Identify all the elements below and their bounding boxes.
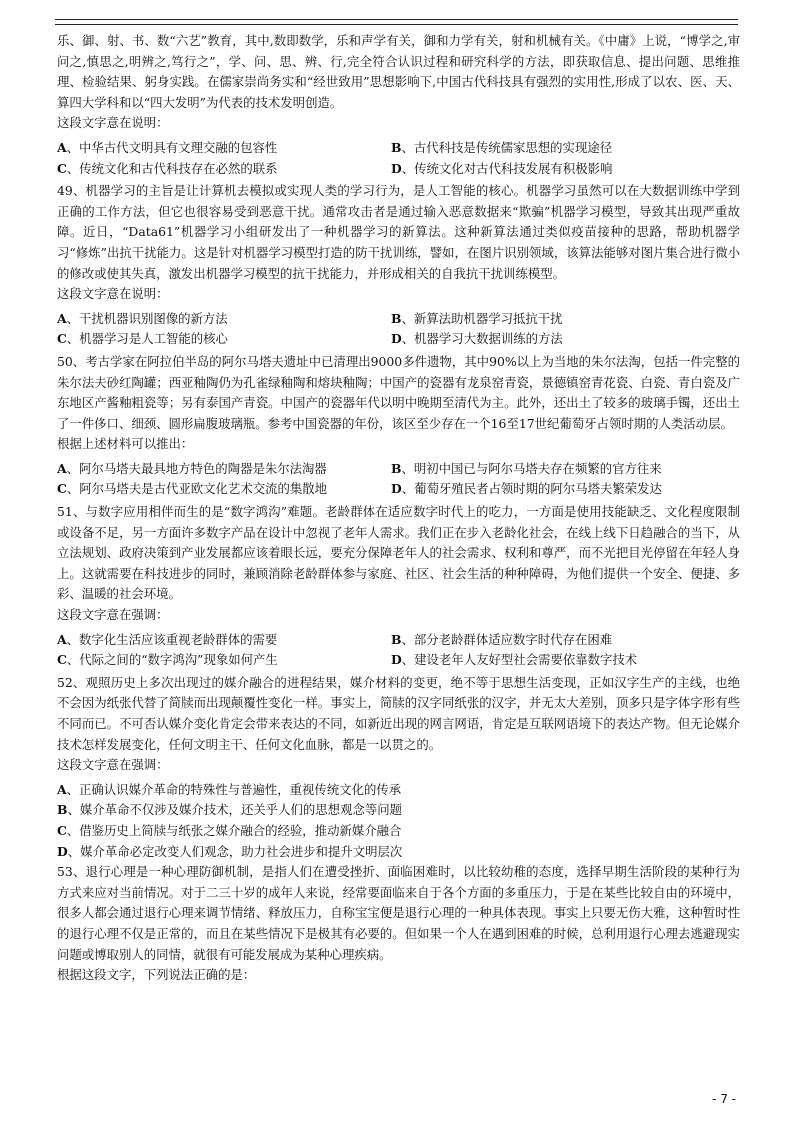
option-c[interactable]: C、阿尔马塔夫是古代亚欧文化艺术交流的集散地 <box>57 481 328 497</box>
option-b[interactable]: B、明初中国已与阿尔马塔夫存在频繁的官方往来 <box>391 460 662 476</box>
options-grid <box>57 309 740 350</box>
question-text: 53、退行心理是一种心理防御机制，是指人们在遭受挫折、面临困难时，以比较幼稚的态度，选择早期生活阶段的某种行为方式来应对当前情况。对于二三十岁的成年人来说，经常要面临来自于各个方面的多重压力，于是在某些比较自由的环境中，很多人都会通过退行心理来调节情绪、释放压力，自称宝宝便是退行心理的一种具体表现。事实上只要无伤大雅，这种暂时性的退行心理不仅是正常的，而且在某些情况下是极其有必要的。但如果一个人在遇到困难的时候，总利用退行心理去逃避现实问题或博取别人的同情，就很有可能发展成为某种心理疾病。 <box>57 864 740 962</box>
page-number: - 7 - <box>712 1092 736 1106</box>
page-content <box>57 31 740 990</box>
question-48-continuation <box>57 31 740 179</box>
passage-text: 乐、御、射、书、数“六艺”教育，其中,数即数学，乐和声学有关，御和力学有关，射和机械有关。《中庸》上说，“博学之,审问之,慎思之,明辨之,笃行之”，学、问、思、辨、行,完全符合认识过程和研究科学的方法，即获取信息、提出问题、思维推理、检验结果、躬身实践。在儒家崇尚务实和“经世致用”思想影响下,中国古代科技具有强烈的实用性,形成了以农、医、天、算四大学科和以“四大发明”为代表的技术发明创造。 <box>57 33 740 110</box>
option-a[interactable]: A、数字化生活应该重视老龄群体的需要 <box>57 631 278 647</box>
option-d[interactable]: D、传统文化对古代科技发展有积极影响 <box>391 160 613 176</box>
option-c[interactable]: C、借鉴历史上简牍与纸张之媒介融合的经验，推动新媒介融合 <box>57 822 402 838</box>
option-a[interactable]: A、正确认识媒介革命的特殊性与普遍性，重视传统文化的传承 <box>57 781 402 797</box>
question-stem: 这段文字意在说明： <box>57 286 169 302</box>
option-b[interactable]: B、部分老龄群体适应数字时代存在困难 <box>391 631 613 647</box>
options-grid <box>57 630 740 671</box>
question-text: 52、观照历史上多次出现过的媒介融合的进程结果，媒介材料的变更，绝不等于思想生活变现，正如汉字生产的主线，也绝不会因为纸张代替了简牍而出现颠覆性变化一样。事实上，简牍的汉字同纸张的汉字，并无太大差别，顶多只是字体字形有些不同而已。不可否认媒介变化肯定会带来表达的不同，如新近出现的网言网语，肯定是互联网语境下的表达产物。但无论媒介技术怎样发展变化，任何文明主干、任何文化血脉，都是一以贯之的。 <box>57 674 740 752</box>
question-text: 50、考古学家在阿拉伯半岛的阿尔马塔夫遗址中已清理出9000多件遗物，其中90%以上为当地的朱尔法淘，包括一件完整的朱尔法夫砂红陶罐；西亚釉陶仍为孔雀绿釉陶和熔块釉陶；中国产的瓷器有龙泉窑青瓷，景德镇窑青花瓷、白瓷、青白瓷及广东地区产酱釉粗瓷等；另有泰国产青瓷。中国产的瓷器年代以明中晚期至清代为主。此外，还出土了较多的玻璃手镯，还出土了一件侈口、细颈、圆形扁腹玻璃瓶。参考中国瓷器的年份，该区至少存在一个16至17世纪葡萄牙占领时期的人类活动层。 <box>57 353 740 431</box>
option-b[interactable]: B、新算法助机器学习抵抗干扰 <box>391 310 563 326</box>
question-stem: 这段文字意在强调： <box>57 607 169 623</box>
header-rule-thin <box>55 24 738 25</box>
option-d[interactable]: D、机器学习大数据训练的方法 <box>391 331 563 347</box>
question-stem: 根据这段文字，下列说法正确的是： <box>57 967 256 983</box>
option-c[interactable]: C、传统文化和古代科技存在必然的联系 <box>57 160 278 176</box>
option-a[interactable]: A、干扰机器识别图像的新方法 <box>57 310 228 326</box>
option-a[interactable]: A、阿尔马塔夫最具地方特色的陶器是朱尔法淘器 <box>57 460 327 476</box>
question-52 <box>57 673 740 862</box>
option-c[interactable]: C、代际之间的“数字鸿沟”现象如何产生 <box>57 652 278 668</box>
question-50 <box>57 352 740 500</box>
header-rule-thick <box>55 19 738 20</box>
question-text: 49、机器学习的主旨是让计算机去模拟或实现人类的学习行为，是人工智能的核心。机器学习虽然可以在大数据训练中学到正确的工作方法，但它也很容易受到恶意干扰。通常攻击者是通过输入恶意数据来“欺骗”机器学习模型，导致其出现严重故障。近日，“Data61”机器学习小组研发出了一种机器学习的新算法。这种新算法通过类似疫苗接种的思路，帮助机器学习“修炼”出抗干扰能力。这是针对机器学习模型打造的防干扰训练，譬如，在图片识别领域，该算法能够对图片集合进行微小的修改或使其失真，激发出机器学习模型的抗干扰能力，并形成相关的自我抗干扰训练模型。 <box>57 183 740 281</box>
question-stem: 这段文字意在说明： <box>57 115 169 131</box>
question-49 <box>57 181 740 350</box>
option-b[interactable]: B、古代科技是传统儒家思想的实现途径 <box>391 139 613 155</box>
options-grid <box>57 459 740 500</box>
question-stem: 根据上述材料可以推出： <box>57 436 194 452</box>
option-d[interactable]: D、媒介革命必定改变人们观念，助力社会进步和提升文明层次 <box>57 843 403 859</box>
question-text: 51、与数字应用相伴而生的是“数字鸿沟”难题。老龄群体在适应数字时代上的吃力，一方面是使用技能缺乏、文化程度限制或设备不足，另一方面许多数字产品在设计中忽视了老年人需求。我们正在步入老龄化社会，在线上线下日趋融合的当下，从立法规划、政府决策到产业发展都应该着眼长远，要充分保障老年人的社会需求、权利和尊严，而不光把目光停留在年轻人身上。这就需要在科技进步的同时，兼顾消除老龄群体参与家庭、社区、社会生活的种种障碍，为他们提供一个安全、便捷、多彩、温暖的社会环境。 <box>57 504 740 602</box>
question-53 <box>57 862 740 986</box>
option-b[interactable]: B、媒介革命不仅涉及媒介技术，还关乎人们的思想观念等问题 <box>57 802 403 818</box>
question-51 <box>57 502 740 671</box>
question-stem: 这段文字意在强调： <box>57 757 169 773</box>
option-d[interactable]: D、葡萄牙殖民者占领时期的阿尔马塔夫繁荣发达 <box>391 481 662 497</box>
option-c[interactable]: C、机器学习是人工智能的核心 <box>57 331 228 347</box>
options-grid <box>57 138 740 179</box>
option-d[interactable]: D、建设老年人友好型社会需要依靠数字技术 <box>391 652 638 668</box>
option-a[interactable]: A、中华古代文明具有文理交融的包容性 <box>57 139 278 155</box>
